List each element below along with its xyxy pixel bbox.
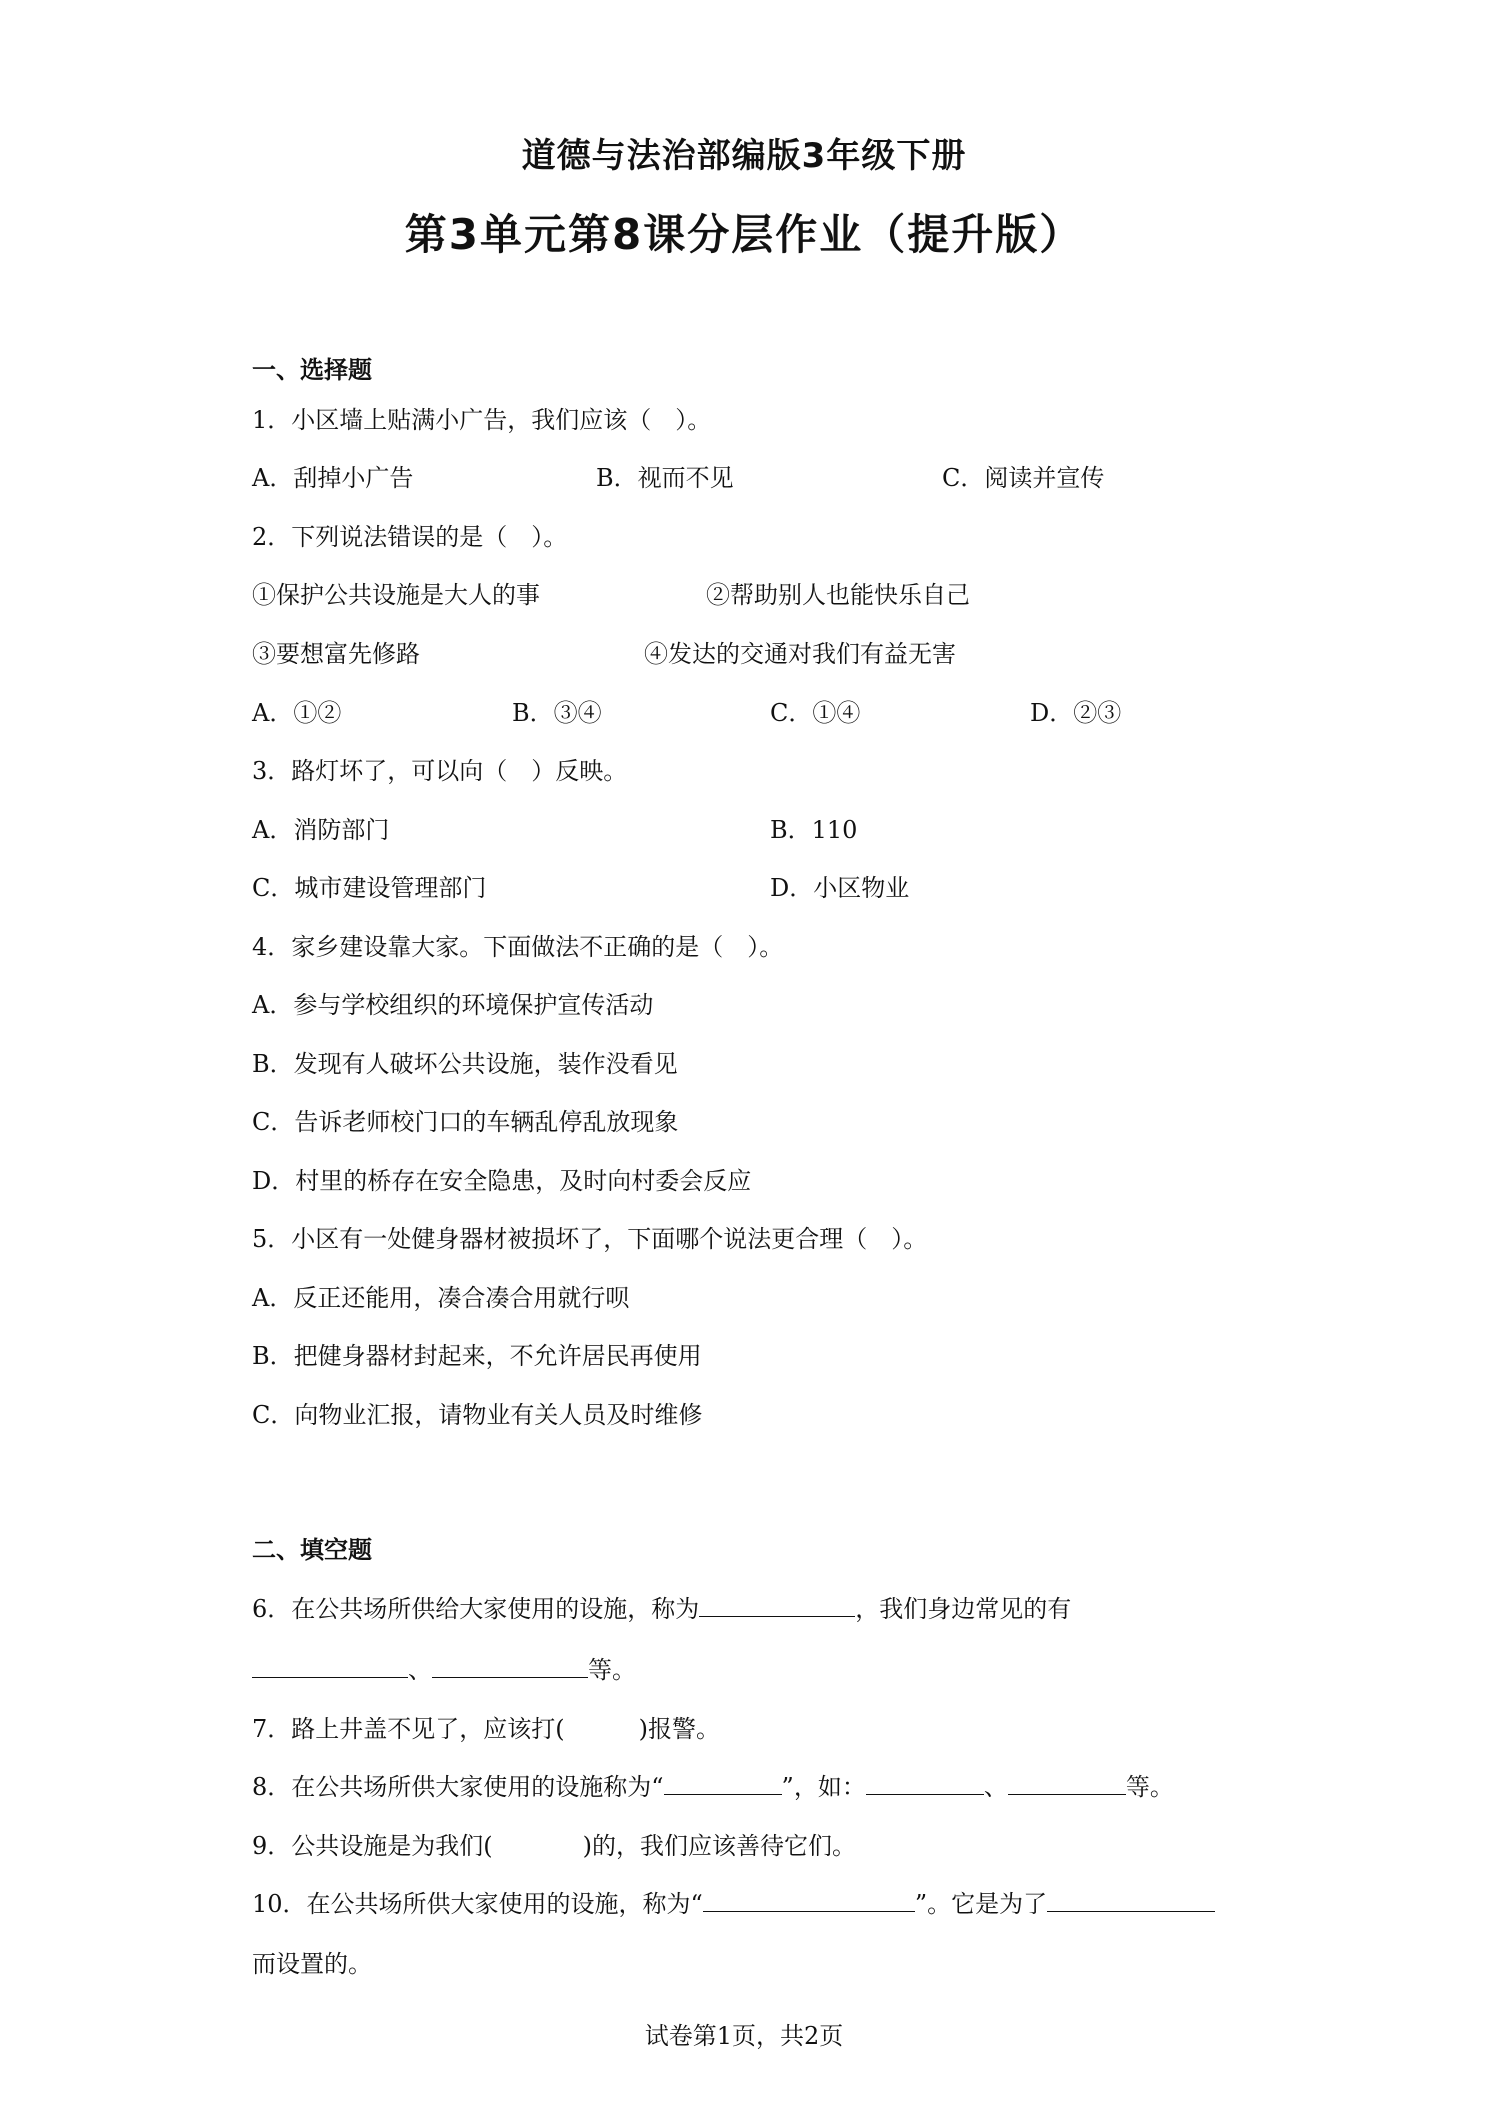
question-1-stem: 1．小区墙上贴满小广告，我们应该（ ）。 (252, 406, 712, 434)
question-4-option-a: A．参与学校组织的环境保护宣传活动 (252, 991, 654, 1019)
question-3-option-a: A．消防部门 (252, 816, 390, 844)
question-3-stem: 3．路灯坏了，可以向（ ）反映。 (252, 757, 628, 785)
page-title: 道德与法治部编版3年级下册 (521, 136, 967, 176)
question-5-option-c: C．向物业汇报，请物业有关人员及时维修 (252, 1401, 703, 1429)
question-6-text-2: ，我们身边常见的有 (855, 1595, 1072, 1623)
question-1-option-b: B．视而不见 (596, 464, 734, 492)
question-4-option-d: D．村里的桥存在安全隐患，及时向村委会反应 (252, 1167, 752, 1195)
question-7 (252, 1709, 720, 1744)
question-2-statement-1: ①保护公共设施是大人的事 (252, 581, 540, 609)
question-2-option-a: A．①② (252, 699, 342, 727)
question-6-text-4: 等。 (588, 1656, 636, 1684)
question-2-statement-3: ③要想富先修路 (252, 640, 420, 668)
question-7-text-1: 7．路上井盖不见了，应该打( (252, 1715, 565, 1743)
question-8 (252, 1767, 1174, 1802)
question-2-option-d: D．②③ (1030, 699, 1122, 727)
question-5-option-a: A．反正还能用，凑合凑合用就行呗 (252, 1284, 630, 1312)
answer-blank[interactable] (699, 1594, 855, 1617)
section-heading-choice: 一、选择题 (252, 356, 372, 384)
question-9-text-2: )的，我们应该善待它们。 (582, 1832, 857, 1860)
question-10-line-1 (252, 1884, 1215, 1919)
question-6-text-1: 6．在公共场所供给大家使用的设施，称为 (252, 1595, 700, 1623)
question-1-option-c: C．阅读并宣传 (942, 464, 1105, 492)
question-2-statement-2: ②帮助别人也能快乐自己 (706, 581, 970, 609)
question-9-text-1: 9．公共设施是为我们( (252, 1832, 493, 1860)
question-8-text-4: 等。 (1125, 1773, 1174, 1801)
question-6-line-1 (252, 1589, 1071, 1624)
question-3-option-c: C．城市建设管理部门 (252, 874, 487, 902)
question-7-text-2: )报警。 (638, 1715, 721, 1743)
answer-blank[interactable] (432, 1655, 588, 1678)
question-10-text-2: ”。它是为了 (914, 1890, 1048, 1918)
question-6-line-2 (252, 1650, 636, 1685)
answer-blank[interactable] (664, 1772, 782, 1795)
question-2-option-c: C．①④ (770, 699, 861, 727)
question-1-option-a: A．刮掉小广告 (252, 464, 414, 492)
question-4-option-c: C．告诉老师校门口的车辆乱停乱放现象 (252, 1108, 679, 1136)
answer-blank[interactable] (1008, 1772, 1126, 1795)
question-4-stem: 4．家乡建设靠大家。下面做法不正确的是（ ）。 (252, 933, 784, 961)
question-5-stem: 5．小区有一处健身器材被损坏了，下面哪个说法更合理（ ）。 (252, 1225, 928, 1253)
answer-blank[interactable] (1047, 1889, 1215, 1912)
question-2-option-b: B．③④ (512, 699, 602, 727)
question-8-text-3: 、 (983, 1773, 1008, 1801)
page-footer: 试卷第1页，共2页 (644, 2022, 844, 2050)
question-8-text-1: 8．在公共场所供大家使用的设施称为“ (252, 1773, 664, 1801)
question-9 (252, 1826, 856, 1861)
question-5-option-b: B．把健身器材封起来，不允许居民再使用 (252, 1342, 702, 1370)
question-3-option-b: B．110 (770, 816, 858, 844)
question-4-option-b: B．发现有人破坏公共设施，装作没看见 (252, 1050, 678, 1078)
question-10-line-2: 而设置的。 (252, 1950, 372, 1978)
section-heading-fill: 二、填空题 (252, 1536, 372, 1564)
answer-blank[interactable] (866, 1772, 984, 1795)
answer-blank[interactable] (252, 1655, 408, 1678)
question-6-text-3: 、 (408, 1656, 432, 1684)
page-subtitle: 第3单元第8课分层作业（提升版） (404, 210, 1084, 259)
answer-blank[interactable] (703, 1889, 915, 1912)
question-2-stem: 2．下列说法错误的是（ ）。 (252, 523, 568, 551)
question-8-text-2: ”，如： (781, 1773, 866, 1801)
question-2-statement-4: ④发达的交通对我们有益无害 (644, 640, 956, 668)
question-3-option-d: D．小区物业 (770, 874, 910, 902)
question-10-text-1: 10．在公共场所供大家使用的设施，称为“ (252, 1890, 703, 1918)
